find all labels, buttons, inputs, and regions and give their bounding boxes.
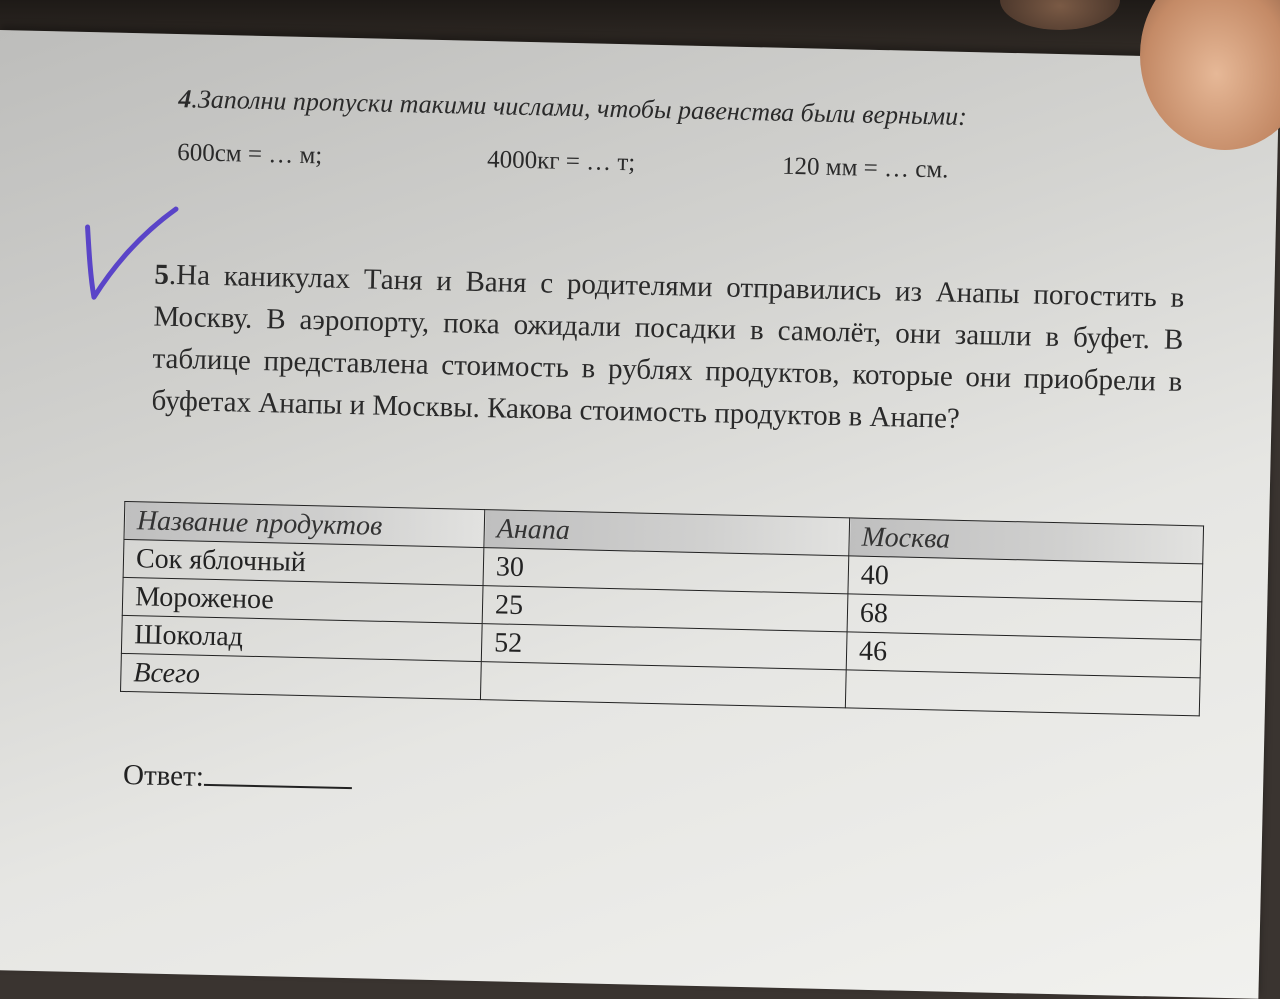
- cell-anapa: 52: [481, 624, 847, 670]
- cell-product: Шоколад: [121, 615, 482, 661]
- task4-equation-2: 4000кг = … т;: [486, 146, 636, 177]
- prices-table: [120, 501, 1204, 716]
- task5-number: 5: [154, 258, 170, 291]
- cell-moscow: 68: [847, 594, 1202, 640]
- answer-label: Ответ:: [122, 758, 205, 793]
- task4-number: 4: [178, 84, 192, 114]
- cell-anapa: 30: [483, 548, 849, 594]
- task4-text: .Заполни пропуски такими числами, чтобы равенства были верными:: [191, 84, 968, 131]
- cell-moscow: 40: [848, 556, 1203, 602]
- cell-product: Сок яблочный: [123, 539, 484, 585]
- cell-total-moscow: [845, 670, 1200, 716]
- task4-equation-1: 600см = … м;: [176, 139, 323, 170]
- cell-total-anapa: [480, 662, 846, 708]
- cell-total-label: Всего: [121, 653, 482, 699]
- header-anapa: Анапа: [484, 510, 850, 556]
- header-moscow: Москва: [849, 518, 1204, 564]
- worksheet-paper: [0, 30, 1280, 999]
- cell-moscow: 46: [846, 632, 1201, 678]
- cell-anapa: 25: [482, 586, 848, 632]
- task5-text: .На каникулах Таня и Ваня с родителями отправились из Анапы погостить в Москву. В аэропорту, пока ожидали посадки в самолёт, они зашли в буфет. В таблице представлена стоимость в рублях продуктов, которые они приобрели в буфетах Анапы и Москвы. Какова стоимость продуктов в Анапе?: [151, 258, 1185, 435]
- cell-product: Мороженое: [122, 577, 483, 623]
- header-product: Название продуктов: [124, 501, 485, 547]
- task4-heading: [178, 84, 967, 132]
- task5-text-block: [151, 254, 1185, 445]
- task4-equation-3: 120 мм = … см.: [781, 152, 949, 184]
- answer-line: [123, 758, 352, 797]
- answer-blank: [204, 760, 353, 789]
